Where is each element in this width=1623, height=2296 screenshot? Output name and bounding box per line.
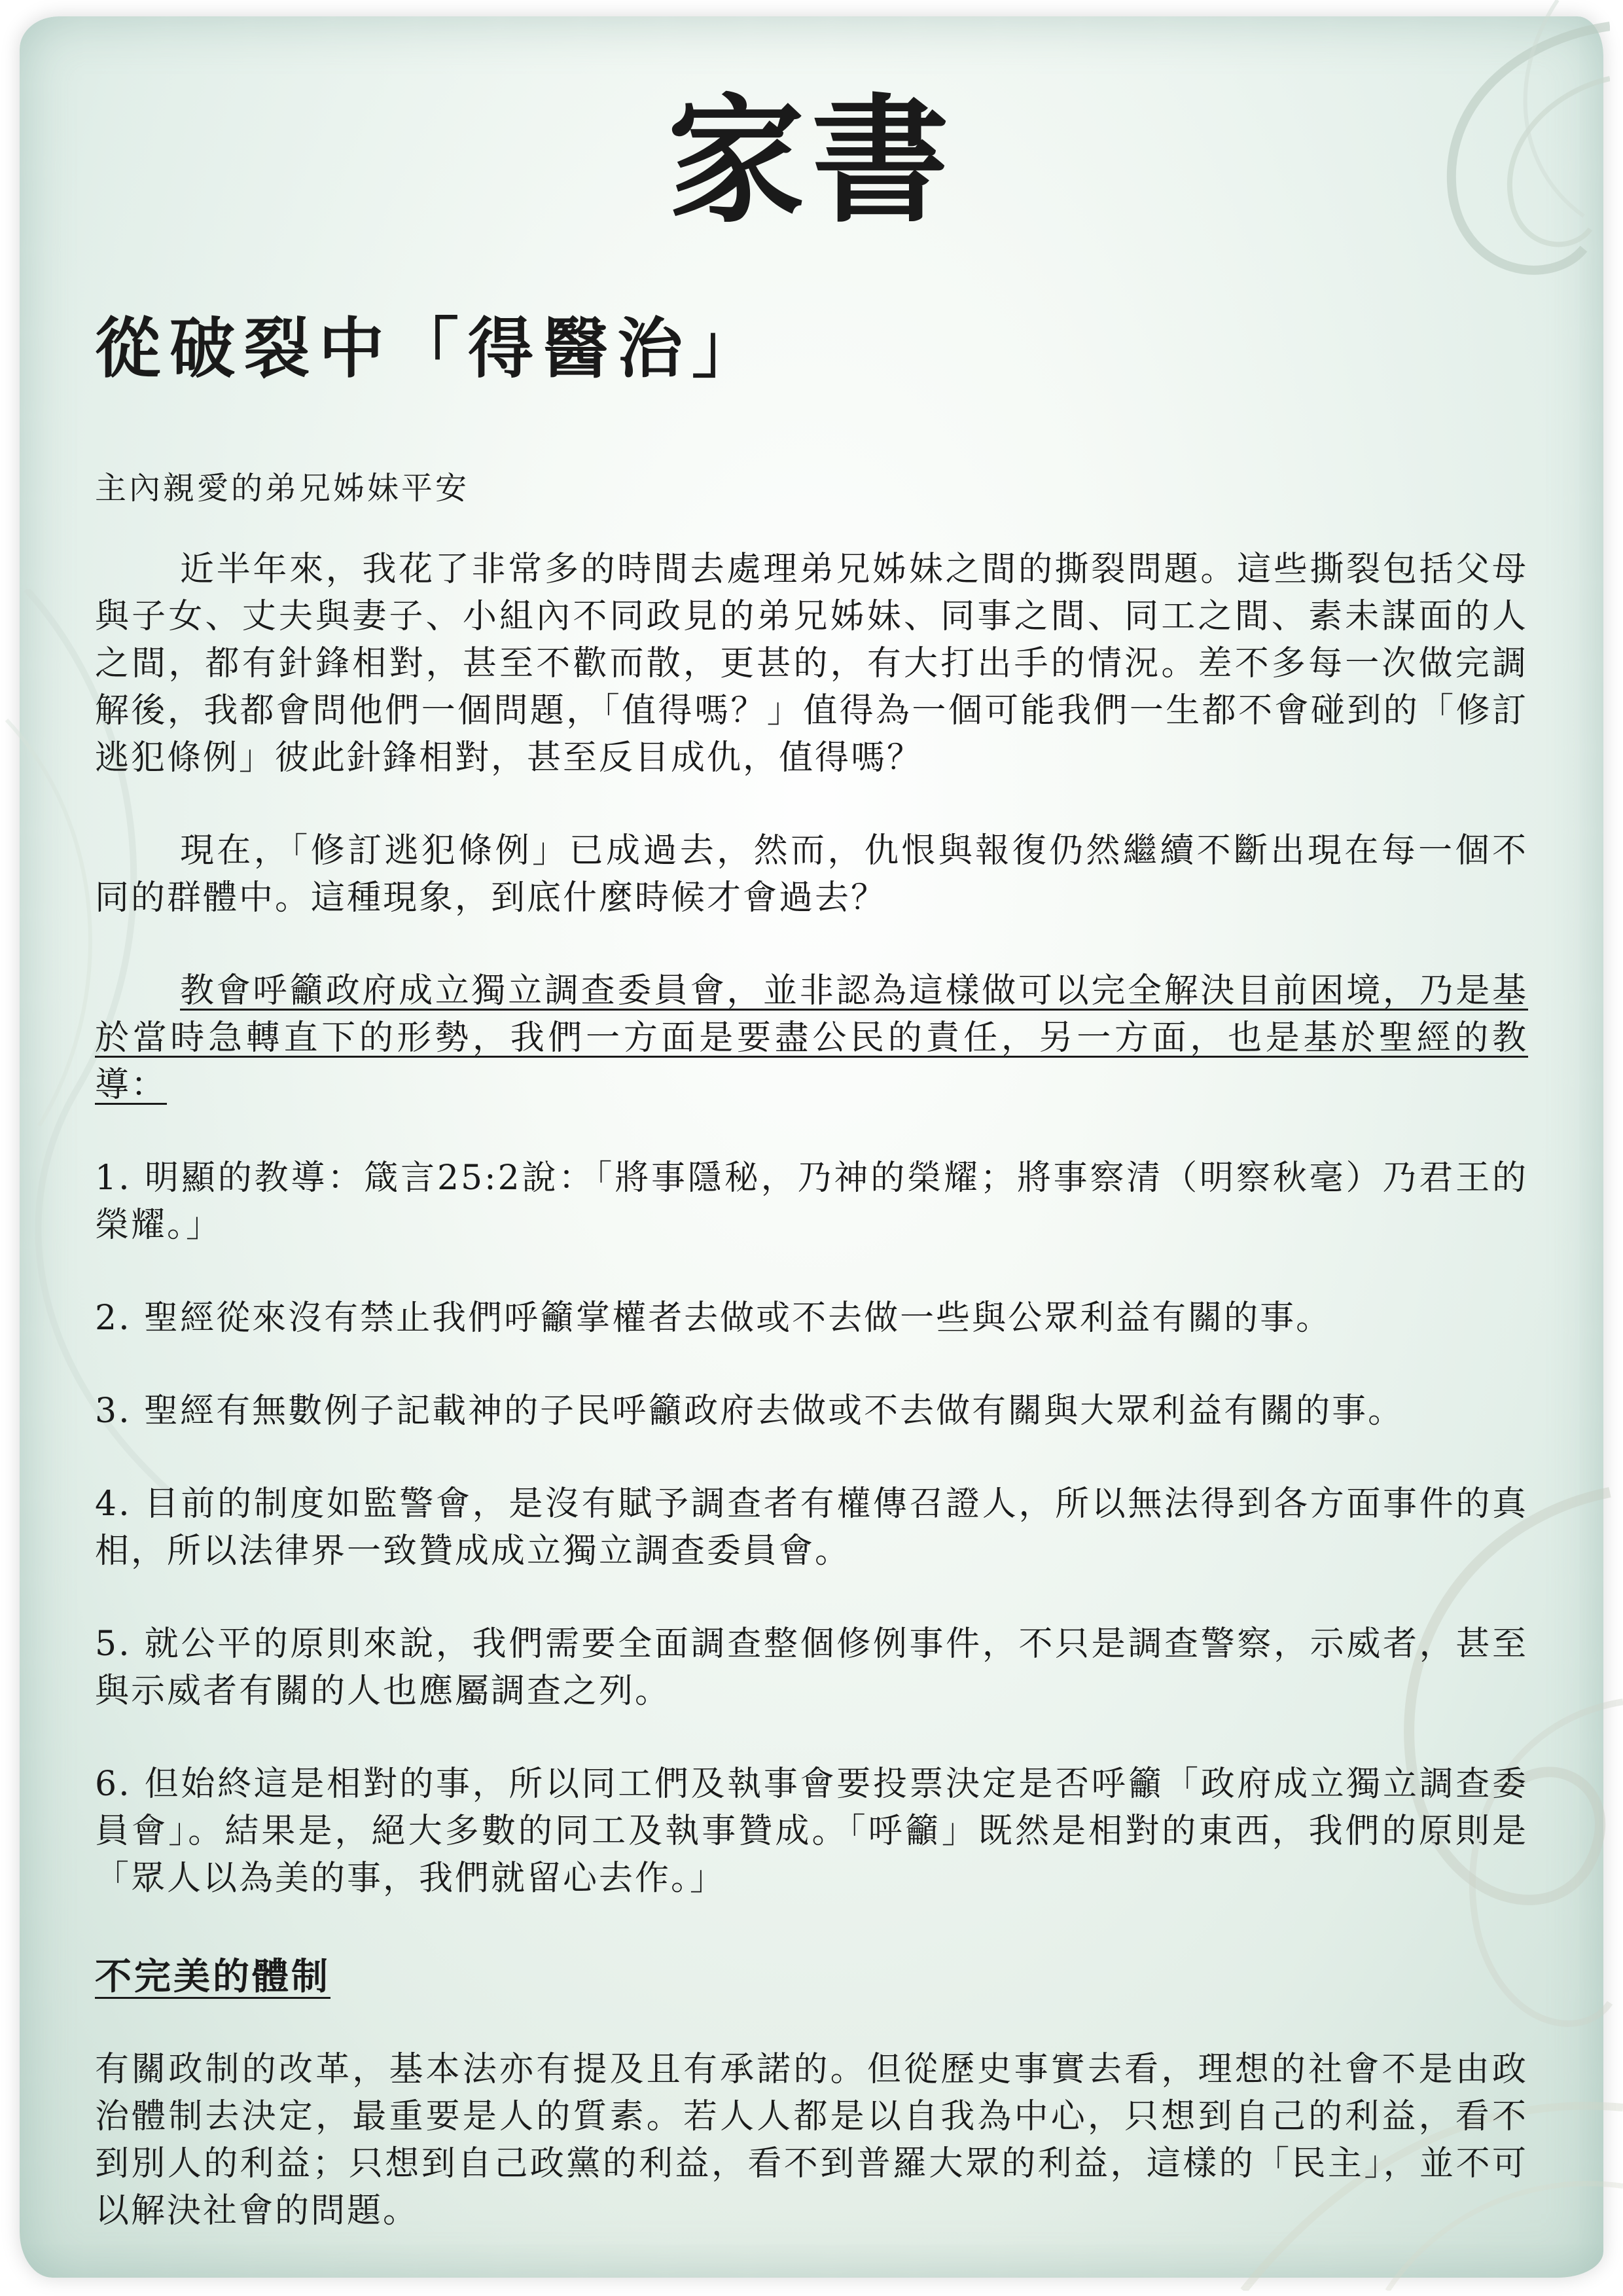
letter-content [95, 79, 1528, 2234]
section-paragraph: 有關政制的改革，基本法亦有提及且有承諾的。但從歷史事實去看，理想的社會不是由政治體制去決定，最重要是人的質素。若人人都是以自我為中心，只想到自己的利益，看不到別人的利益；只想到自己政黨的利益，看不到普羅大眾的利益，這樣的「民主」，並不可以解決社會的問題。 [95, 2050, 1528, 2231]
point-5: 5. 就公平的原則來說，我們需要全面調查整個修例事件，不只是調查警察，示威者，甚至與示威者有關的人也應屬調查之列。 [95, 1624, 1528, 1711]
page-title: 家書 [667, 80, 955, 242]
point-3: 3. 聖經有無數例子記載神的子民呼籲政府去做或不去做有關與大眾利益有關的事。 [95, 1391, 1404, 1431]
greeting: 主內親愛的弟兄姊妹平安 [95, 470, 470, 507]
section-heading: 不完美的體制 [95, 1955, 330, 1998]
paragraph-2: 現在，「修訂逃犯條例」已成過去，然而，仇恨與報復仍然繼續不斷出現在每一個不同的群體中。這種現象，到底什麼時候才會過去？ [95, 831, 1528, 918]
letter-subtitle: 從破裂中「得醫治」 [95, 310, 766, 387]
paragraph-3-text: 教會呼籲政府成立獨立調查委員會，並非認為這樣做可以完全解決目前困境，乃是基於當時急轉直下的形勢，我們一方面是要盡公民的責任，另一方面，也是基於聖經的教導： [95, 971, 1528, 1105]
point-2: 2. 聖經從來沒有禁止我們呼籲掌權者去做或不去做一些與公眾利益有關的事。 [95, 1299, 1332, 1338]
point-4: 4. 目前的制度如監警會，是沒有賦予調查者有權傳召證人，所以無法得到各方面事件的真相，所以法律界一致贊成成立獨立調查委員會。 [95, 1484, 1528, 1571]
point-1: 1. 明顯的教導：箴言25:2說：「將事隱秘，乃神的榮耀；將事察清（明察秋毫）乃君王的榮耀。」 [95, 1158, 1528, 1245]
paragraph-1: 近半年來，我花了非常多的時間去處理弟兄姊妹之間的撕裂問題。這些撕裂包括父母與子女、丈夫與妻子、小組內不同政見的弟兄姊妹、同事之間、同工之間、素未謀面的人之間，都有針鋒相對，甚至不歡而散，更甚的，有大打出手的情況。差不多每一次做完調解後，我都會問他們一個問題，「值得嗎？」值得為一個可能我們一生都不會碰到的「修訂逃犯條例」彼此針鋒相對，甚至反目成仇，值得嗎？ [95, 550, 1528, 778]
paragraph-3 [95, 967, 1528, 1109]
point-6: 6. 但始終這是相對的事，所以同工們及執事會要投票決定是否呼籲「政府成立獨立調查委員會」。結果是，絕大多數的同工及執事贊成。「呼籲」既然是相對的東西，我們的原則是「眾人以為美的事，我們就留心去作。」 [95, 1765, 1528, 1898]
